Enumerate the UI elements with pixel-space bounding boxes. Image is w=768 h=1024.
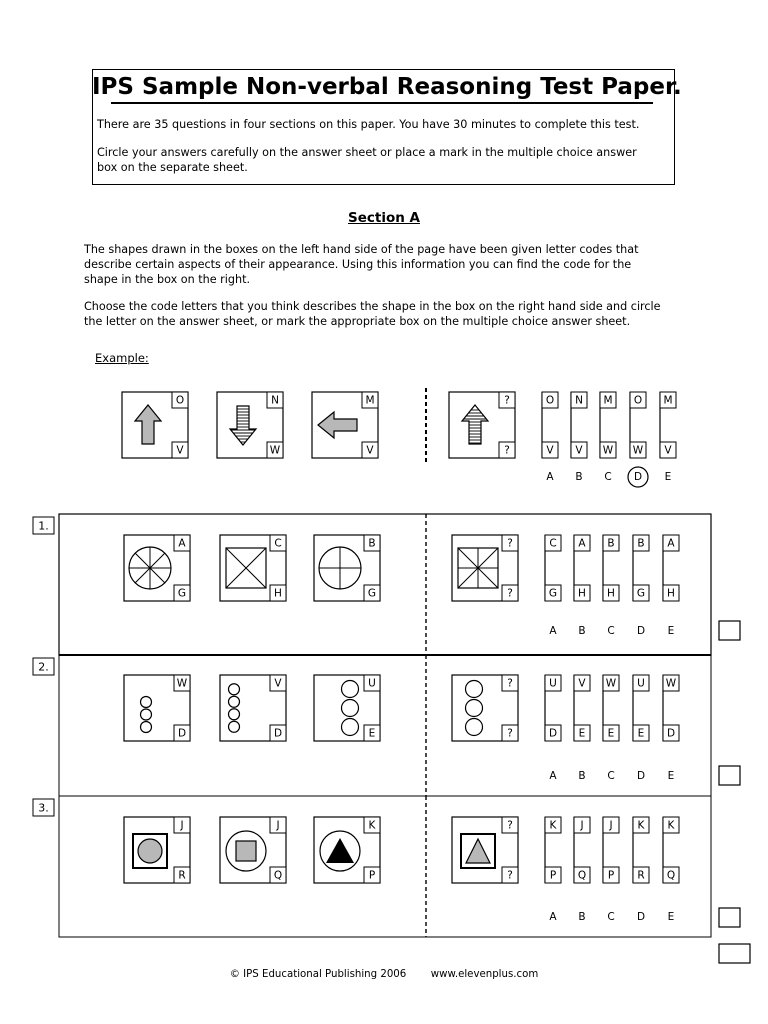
question-2-figure-1 [124,675,190,741]
example-figure-1 [122,392,188,458]
option-bottom-letter: D [666,727,676,740]
option-bottom-letter: V [546,444,554,457]
option-bottom-letter: W [632,444,644,457]
option-bottom-letter: D [548,727,558,740]
option-bottom-letter: P [607,869,615,882]
small-circle-icon [342,681,359,698]
example-option-B [571,392,587,483]
option-choice-letter: B [578,911,586,923]
code-top-letter: A [178,537,186,550]
option-choice-letter: E [667,770,675,782]
page-title: IPS Sample Non-verbal Reasoning Test Paper. [92,74,682,100]
code-top-letter: N [271,394,279,407]
intro-line-2b: box on the separate sheet. [97,161,248,174]
code-top-letter: ? [504,394,510,407]
code-top-letter: B [368,537,376,550]
option-top-letter: V [578,677,586,690]
code-top-letter: J [276,819,280,832]
intro-line-1: There are 35 questions in four sections on this paper. You have 30 minutes to complete this test. [97,118,640,131]
example-option-D [628,392,648,487]
question-number: 1. [38,519,49,533]
small-circle-icon [466,719,483,736]
option-top-letter: M [603,394,613,407]
option-bottom-letter: V [575,444,583,457]
question-2-option-A [545,675,561,782]
option-bottom-letter: R [637,869,645,882]
question-3-target-figure [452,817,518,883]
code-bottom-letter: D [177,727,187,740]
question-1-option-A [545,535,561,637]
code-top-letter: ? [507,537,513,550]
code-bottom-letter: V [366,444,374,457]
code-top-letter: M [365,394,375,407]
code-bottom-letter: V [176,444,184,457]
question-2-option-B [574,675,590,782]
option-choice-letter: A [549,911,557,923]
code-top-letter: J [180,819,184,832]
question-number: 3. [38,801,49,815]
small-circle-icon [342,719,359,736]
option-bottom-letter: Q [666,869,676,882]
option-top-letter: U [549,677,557,690]
footer-copyright: © IPS Educational Publishing 2006 [229,969,407,980]
option-top-letter: N [575,394,583,407]
option-bottom-letter: H [667,587,675,600]
code-top-letter: O [175,394,185,407]
question-1-figure-1 [124,535,190,601]
code-top-letter: K [368,819,376,832]
question-1-target-figure [452,535,518,601]
code-bottom-letter: H [274,587,282,600]
code-top-letter: C [274,537,282,550]
option-bottom-letter: E [607,727,615,740]
question-3-option-C [603,817,619,923]
question-2-target-figure [452,675,518,741]
example-target-figure [449,392,515,458]
option-bottom-letter: H [578,587,586,600]
option-top-letter: U [637,677,645,690]
code-top-letter: U [368,677,376,690]
option-top-letter: A [578,537,586,550]
section-para1-line3: shape in the box on the right. [84,273,251,286]
question-1-option-B [574,535,590,637]
code-bottom-letter: ? [507,727,513,740]
small-circle-icon [141,709,152,720]
code-top-letter: ? [507,819,513,832]
option-choice-letter: C [607,911,615,923]
section-title: Section A [348,210,420,226]
option-choice-letter: A [546,471,554,483]
example-label: Example: [95,351,149,365]
intro-line-2a: Circle your answers carefully on the answer sheet or place a mark in the multiple choice answer [97,146,637,159]
question-1-option-E [663,535,679,637]
question-1-figure-3 [314,535,380,601]
option-choice-letter: B [575,471,583,483]
option-bottom-letter: P [549,869,557,882]
option-choice-letter: E [667,625,675,637]
code-bottom-letter: G [367,587,377,600]
option-top-letter: A [667,537,675,550]
option-top-letter: K [667,819,675,832]
question-3-figure-2 [220,817,286,883]
question-3-option-B [574,817,590,923]
option-top-letter: K [637,819,645,832]
option-top-letter: B [607,537,615,550]
question-2-option-D [633,675,649,782]
footer [0,969,768,980]
code-bottom-letter: R [178,869,186,882]
question-3-figure-3 [314,817,380,883]
option-choice-letter: E [667,911,675,923]
section-para2-line2: the letter on the answer sheet, or mark the appropriate box on the multiple choice answer sheet. [84,315,631,328]
question-number: 2. [38,660,49,674]
option-bottom-letter: E [578,727,586,740]
option-choice-letter: C [604,471,612,483]
small-circle-icon [466,700,483,717]
option-choice-letter: A [549,625,557,637]
small-circle-icon [229,696,240,707]
example-option-E [660,392,676,483]
option-top-letter: K [549,819,557,832]
option-choice-letter: D [636,770,646,782]
option-bottom-letter: V [664,444,672,457]
question-3-option-D [633,817,649,923]
question-3-option-E [663,817,679,923]
small-circle-icon [141,697,152,708]
option-bottom-letter: G [548,587,558,600]
small-circle-icon [141,722,152,733]
answer-checkbox-1[interactable] [719,621,740,640]
small-circle-icon [229,709,240,720]
small-circle-icon [342,700,359,717]
code-top-letter: ? [507,677,513,690]
code-bottom-letter: G [177,587,187,600]
option-bottom-letter: W [602,444,614,457]
question-1-option-D [633,535,649,637]
option-choice-letter: C [607,625,615,637]
option-top-letter: M [663,394,673,407]
question-2-option-E [663,675,679,782]
small-circle-icon [229,684,240,695]
option-choice-letter: E [664,471,672,483]
code-bottom-letter: W [269,444,281,457]
question-1-option-C [603,535,619,637]
option-choice-letter: C [607,770,615,782]
section-para1-line1: The shapes drawn in the boxes on the left hand side of the page have been given letter codes that [84,243,639,256]
option-choice-letter: D [636,625,646,637]
question-2-figure-2 [220,675,286,741]
option-top-letter: W [605,677,617,690]
option-bottom-letter: E [637,727,645,740]
option-top-letter: W [665,677,677,690]
question-2-option-C [603,675,619,782]
option-bottom-letter: Q [577,869,587,882]
code-top-letter: W [176,677,188,690]
answer-checkbox-extra[interactable] [719,944,750,963]
filled-square-icon [236,841,256,861]
code-bottom-letter: ? [507,587,513,600]
section-para1-line2: describe certain aspects of their appearance. Using this information you can find the code for the [84,258,632,271]
small-circle-icon [229,721,240,732]
option-choice-letter: D [633,471,643,483]
example-option-A [542,392,558,483]
answer-checkbox-3[interactable] [719,908,740,927]
example-figure-3 [312,392,378,458]
example-option-C [600,392,616,483]
small-circle-icon [466,681,483,698]
option-bottom-letter: G [636,587,646,600]
question-3-figure-1 [124,817,190,883]
code-bottom-letter: Q [273,869,283,882]
code-bottom-letter: ? [504,444,510,457]
code-bottom-letter: P [368,869,376,882]
option-top-letter: J [580,819,584,832]
option-top-letter: B [637,537,645,550]
section-para2-line1: Choose the code letters that you think describes the shape in the box on the right hand side and circle [84,300,661,313]
option-top-letter: O [545,394,555,407]
question-1-figure-2 [220,535,286,601]
option-choice-letter: A [549,770,557,782]
option-top-letter: J [609,819,613,832]
option-choice-letter: B [578,770,586,782]
option-bottom-letter: H [607,587,615,600]
code-bottom-letter: D [273,727,283,740]
code-bottom-letter: E [368,727,376,740]
example-figure-2 [217,392,283,458]
answer-checkbox-2[interactable] [719,766,740,785]
code-top-letter: V [274,677,282,690]
code-bottom-letter: ? [507,869,513,882]
option-choice-letter: B [578,625,586,637]
option-top-letter: O [633,394,643,407]
option-top-letter: C [549,537,557,550]
filled-circle-icon [138,839,162,863]
question-3-option-A [545,817,561,923]
question-2-figure-3 [314,675,380,741]
footer-website[interactable]: www.elevenplus.com [430,969,539,980]
option-choice-letter: D [636,911,646,923]
